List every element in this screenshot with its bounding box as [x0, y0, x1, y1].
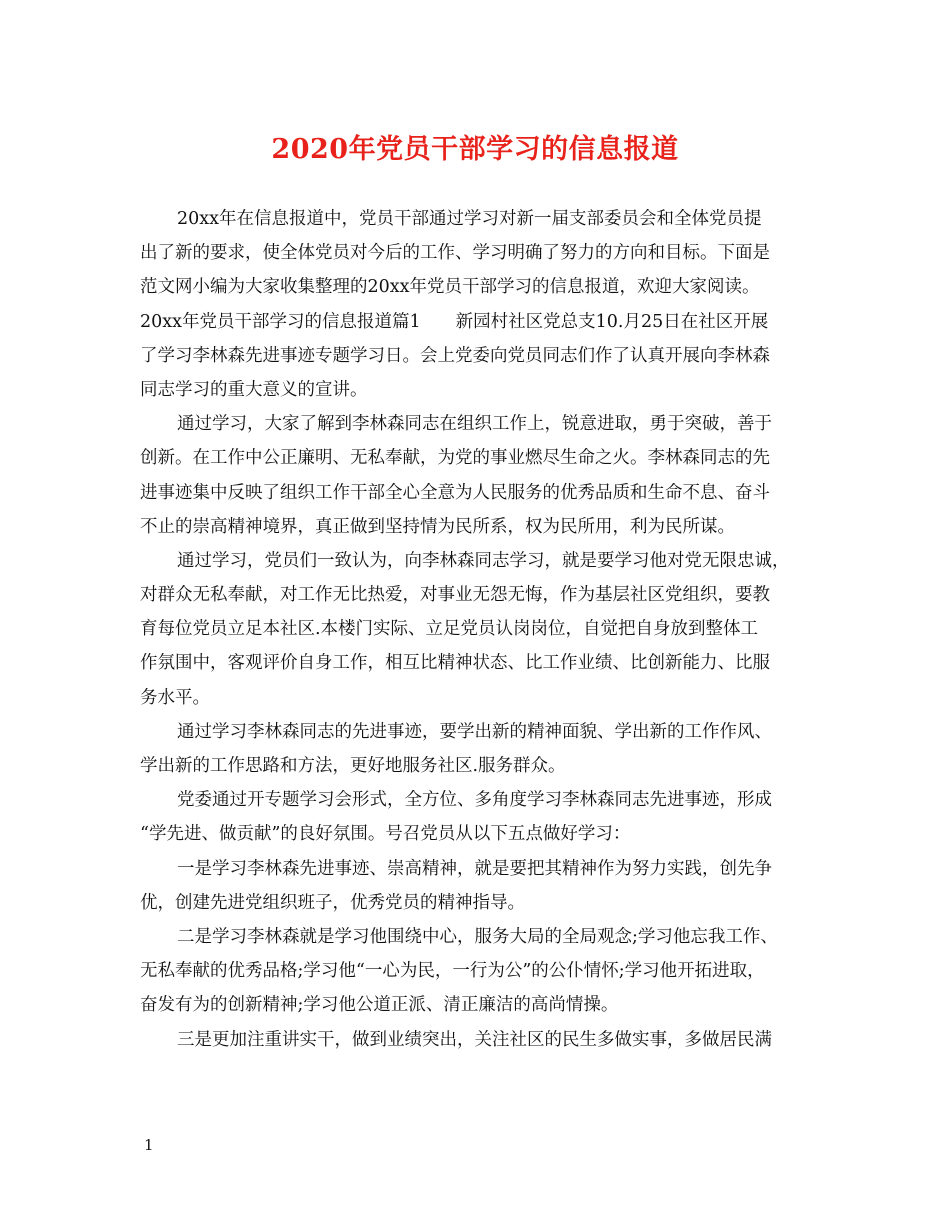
text-line: 了学习李林森先进事迹专题学习日。会上党委向党员同志们作了认真开展向李林森: [140, 345, 770, 366]
text-line: 不止的崇高精神境界，真正做到坚持情为民所系，权为民所用，利为民所谋。: [140, 516, 735, 537]
text-line: 优，创建先进党组织班子，优秀党员的精神指导。: [140, 892, 525, 913]
text-line: 三是更加注重讲实干，做到业绩突出，关注社区的民生多做实事，多做居民满: [177, 1029, 772, 1050]
text-line: 20xx年党员干部学习的信息报道篇1 新园村社区党总支10.月25日在社区开展: [140, 311, 769, 332]
text-line: 育每位党员立足本社区.本楼门实际、立足党员认岗岗位，自觉把自身放到整体工: [140, 619, 759, 640]
text-line: 奋发有为的创新精神;学习他公道正派、清正廉洁的高尚情操。: [140, 995, 619, 1016]
text-line: 二是学习李林森就是学习他围绕中心，服务大局的全局观念;学习他忘我工作、: [177, 926, 778, 947]
text-line: 进事迹集中反映了组织工作干部全心全意为人民服务的优秀品质和生命不息、奋斗: [140, 482, 770, 503]
text-line: 作氛围中，客观评价自身工作，相互比精神状态、比工作业绩、比创新能力、比服: [140, 653, 770, 674]
text-line: 范文网小编为大家收集整理的20xx年党员干部学习的信息报道，欢迎大家阅读。: [140, 277, 760, 298]
text-line: 创新。在工作中公正廉明、无私奉献，为党的事业燃尽生命之火。李林森同志的先: [140, 448, 770, 469]
text-line: 务水平。: [140, 687, 210, 708]
page-number: 1: [144, 1136, 154, 1154]
document-title: 2020年党员干部学习的信息报道: [271, 134, 679, 165]
text-line: 一是学习李林森先进事迹、崇高精神，就是要把其精神作为努力实践，创先争: [177, 858, 772, 879]
text-line: 党委通过开专题学习会形式，全方位、多角度学习李林森同志先进事迹，形成: [177, 790, 772, 811]
text-line: 学出新的工作思路和方法，更好地服务社区.服务群众。: [140, 756, 566, 776]
text-line: 通过学习李林森同志的先进事迹，要学出新的精神面貌、学出新的工作作风、: [177, 721, 772, 742]
text-line: 20xx年在信息报道中，党员干部通过学习对新一届支部委员会和全体党员提: [177, 209, 762, 229]
text-line: 出了新的要求，使全体党员对今后的工作、学习明确了努力的方向和目标。下面是: [140, 243, 770, 264]
document-body: [140, 202, 820, 1057]
text-line: 对群众无私奉献，对工作无比热爱，对事业无怨无悔，作为基层社区党组织，要教: [140, 585, 770, 606]
text-line: 同志学习的重大意义的宣讲。: [140, 379, 368, 400]
text-line: 通过学习，大家了解到李林森同志在组织工作上，锐意进取，勇于突破，善于: [177, 414, 772, 435]
text-line: “学先进、做贡献”的良好氛围。号召党员从以下五点做好学习：: [140, 824, 631, 845]
text-line: 通过学习，党员们一致认为，向李林森同志学习，就是要学习他对党无限忠诚，: [177, 550, 790, 571]
text-line: 无私奉献的优秀品格;学习他“一心为民，一行为公”的公仆情怀;学习他开拓进取，: [140, 961, 765, 982]
